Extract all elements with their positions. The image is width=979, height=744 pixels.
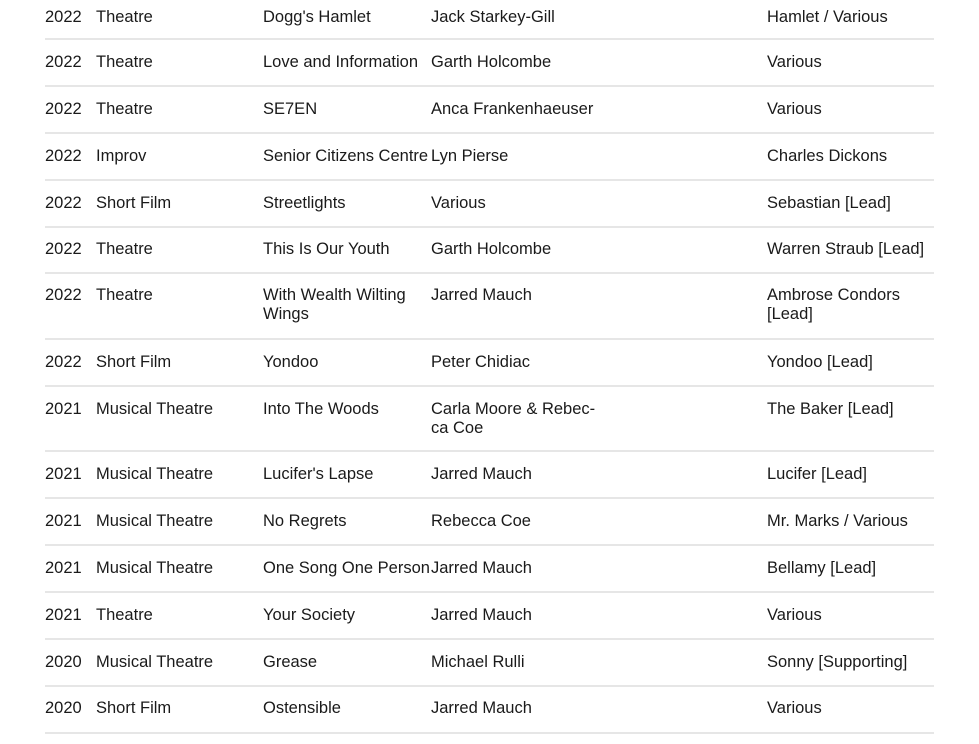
table-row [45,1,934,40]
credit-director: Garth Holcombe [431,240,552,258]
credit-title: SE7EN [263,100,318,118]
credit-year: 2021 [45,465,82,483]
credit-director: Lyn Pierse [431,147,509,165]
credit-title: Dogg's Hamlet [263,8,371,26]
credit-title: No Regrets [263,512,347,530]
credit-director: Garth Holcombe [431,53,552,71]
table-row [45,40,934,87]
credit-type: Improv [96,147,147,165]
credit-title: One Song One Person [263,559,430,577]
credit-year: 2022 [45,147,82,165]
table-row [45,499,934,546]
credit-year: 2020 [45,653,82,671]
credit-role: Sonny [Supporting] [767,653,908,671]
credit-type: Theatre [96,240,153,258]
credit-title: Ostensible [263,699,341,717]
credit-type: Musical Theatre [96,400,214,418]
credit-type: Theatre [96,606,153,624]
credit-year: 2022 [45,8,82,26]
credit-type: Theatre [96,53,153,71]
credit-title: Grease [263,653,318,671]
credit-type: Musical Theatre [96,512,214,530]
credit-director: Peter Chidiac [431,353,531,371]
credit-type: Short Film [96,699,172,717]
credit-role: Hamlet / Various [767,8,888,26]
credit-title: With Wealth Wilting Wings [263,286,406,323]
credit-type: Theatre [96,100,153,118]
table-row [45,387,934,452]
credit-year: 2022 [45,194,82,212]
table-row [45,687,934,734]
credit-type: Theatre [96,286,153,304]
credit-title: Senior Citizens Centre [263,147,429,165]
credit-type: Short Film [96,353,172,371]
credit-type: Musical Theatre [96,653,214,671]
credit-title: Lucifer's Lapse [263,465,374,483]
credit-role: Ambrose Condors [Lead] [767,286,900,323]
credit-director: Michael Rulli [431,653,525,671]
credit-role: Various [767,53,822,71]
table-row [45,181,934,228]
credit-year: 2022 [45,53,82,71]
table-row [45,593,934,640]
credit-role: Various [767,699,822,717]
credit-year: 2022 [45,240,82,258]
credit-role: Sebastian [Lead] [767,194,891,212]
credit-type: Musical Theatre [96,559,214,577]
credit-year: 2020 [45,699,82,717]
credit-year: 2021 [45,512,82,530]
table-row [45,228,934,274]
credit-director: Rebecca Coe [431,512,531,530]
credit-year: 2022 [45,286,82,304]
table-row [45,452,934,499]
credit-director: Jarred Mauch [431,465,532,483]
credit-type: Musical Theatre [96,465,214,483]
credit-title: Into The Woods [263,400,379,418]
credit-role: Lucifer [Lead] [767,465,867,483]
credit-director: Jarred Mauch [431,286,532,304]
credit-year: 2021 [45,400,82,418]
table-row [45,546,934,593]
credit-type: Theatre [96,8,153,26]
credit-title: Streetlights [263,194,346,212]
credit-role: Various [767,100,822,118]
credits-table [45,1,934,734]
credit-title: Love and Information [263,53,419,71]
credit-title: Yondoo [263,353,319,371]
credit-director: Jack Starkey-Gill [431,8,555,26]
table-row [45,134,934,181]
credit-year: 2021 [45,559,82,577]
credit-role: Bellamy [Lead] [767,559,877,577]
credit-role: Mr. Marks / Various [767,512,908,530]
credit-type: Short Film [96,194,172,212]
credit-director: Carla Moore & Rebec-ca Coe [431,400,596,437]
credit-title: Your Society [263,606,356,624]
credit-role: Various [767,606,822,624]
credit-director: Various [431,194,486,212]
credit-year: 2021 [45,606,82,624]
credit-year: 2022 [45,100,82,118]
credit-title: This Is Our Youth [263,240,390,258]
credit-year: 2022 [45,353,82,371]
credit-director: Jarred Mauch [431,559,532,577]
credit-role: Charles Dickons [767,147,888,165]
table-row [45,274,934,340]
credit-role: Yondoo [Lead] [767,353,873,371]
credit-director: Jarred Mauch [431,606,532,624]
table-row [45,87,934,134]
credit-role: The Baker [Lead] [767,400,894,418]
credit-role: Warren Straub [Lead] [767,240,925,258]
credit-director: Jarred Mauch [431,699,532,717]
credit-director: Anca Frankenhaeuser [431,100,594,118]
table-row [45,340,934,387]
table-row [45,640,934,687]
